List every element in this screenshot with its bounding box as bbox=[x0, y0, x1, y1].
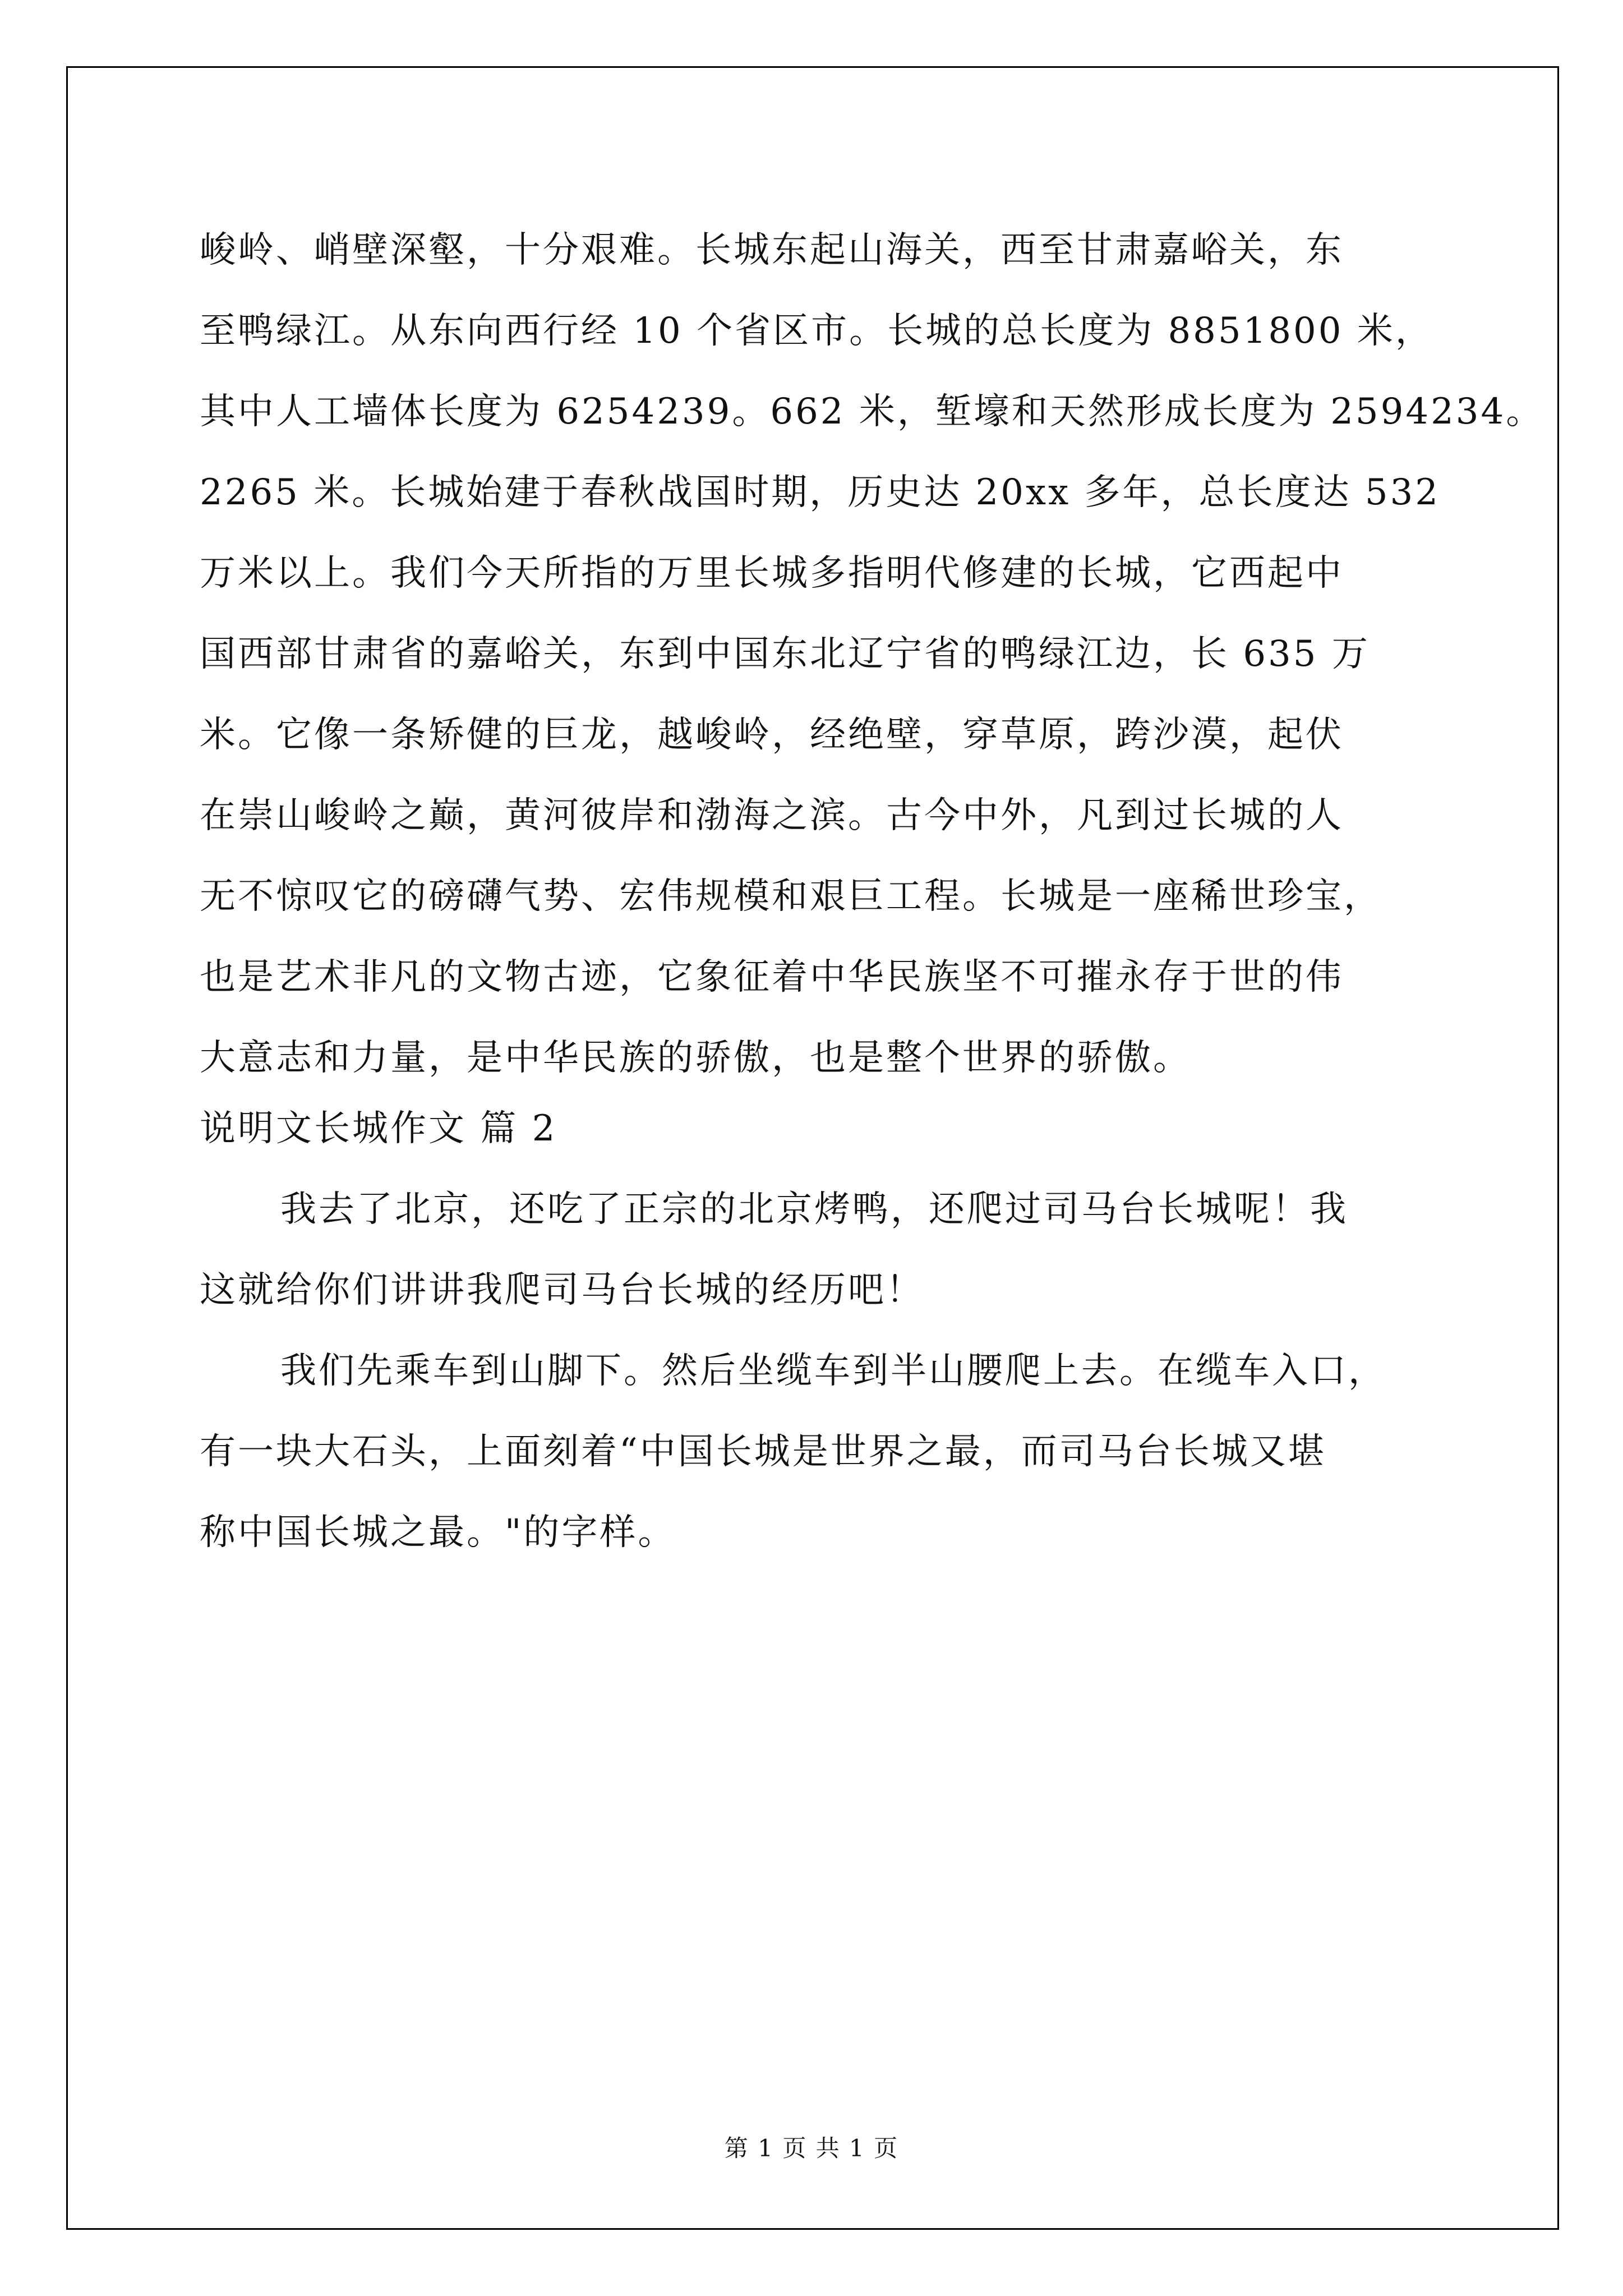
paragraph-line: 峻岭、峭壁深壑，十分艰难。长城东起山海关，西至甘肃嘉峪关，东 bbox=[200, 229, 1344, 271]
page-footer: 第 1 页 共 1 页 bbox=[724, 2134, 899, 2162]
paragraph-line: 至鸭绿江。从东向西行经 10 个省区市。长城的总长度为 8851800 米， bbox=[200, 310, 1433, 352]
paragraph-line: 万米以上。我们今天所指的万里长城多指明代修建的长城，它西起中 bbox=[200, 553, 1344, 594]
section-heading: 说明文长城作文 篇 2 bbox=[200, 1108, 557, 1149]
paragraph-line: 我们先乘车到山脚下。然后坐缆车到半山腰爬上去。在缆车入口， bbox=[280, 1350, 1386, 1392]
paragraph-line: 有一块大石头，上面刻着“中国长城是世界之最，而司马台长城又堪 bbox=[200, 1431, 1326, 1473]
paragraph-line: 我去了北京，还吃了正宗的北京烤鸭，还爬过司马台长城呢！我 bbox=[280, 1189, 1348, 1230]
paragraph-line: 称中国长城之最。"的字样。 bbox=[200, 1512, 676, 1553]
paragraph-line: 2265 米。长城始建于春秋战国时期，历史达 20xx 多年，总长度达 532 bbox=[200, 472, 1441, 513]
paragraph-line: 无不惊叹它的磅礴气势、宏伟规模和艰巨工程。长城是一座稀世珍宝， bbox=[200, 876, 1382, 917]
paragraph-line: 这就给你们讲讲我爬司马台长城的经历吧！ bbox=[200, 1269, 924, 1311]
paragraph-line: 其中人工墙体长度为 6254239。662 米，堑壕和天然形成长度为 2594234。 bbox=[200, 391, 1544, 432]
paragraph-line: 也是艺术非凡的文物古迹，它象征着中华民族坚不可摧永存于世的伟 bbox=[200, 956, 1344, 998]
paragraph-line: 米。它像一条矫健的巨龙，越峻岭，经绝壁，穿草原，跨沙漠，起伏 bbox=[200, 714, 1344, 756]
paragraph-line: 大意志和力量，是中华民族的骄傲，也是整个世界的骄傲。 bbox=[200, 1037, 1191, 1079]
paragraph-line: 在崇山峻岭之巅，黄河彼岸和渤海之滨。古今中外，凡到过长城的人 bbox=[200, 795, 1344, 836]
paragraph-line: 国西部甘肃省的嘉峪关，东到中国东北辽宁省的鸭绿江边，长 635 万 bbox=[200, 633, 1370, 675]
